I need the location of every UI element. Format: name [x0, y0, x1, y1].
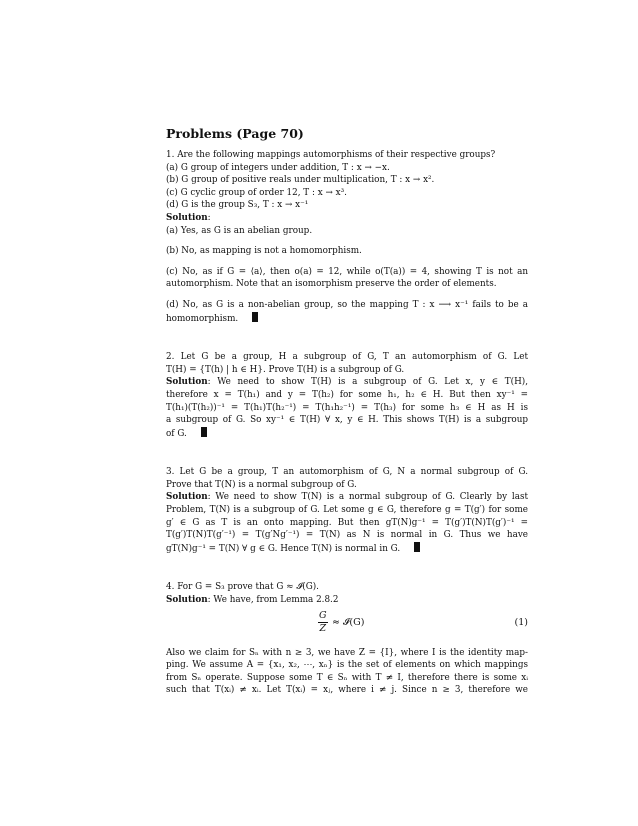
problem-1: 1. Are the following mappings automorphisms of their respective groups? (a) G group of integers under addition, T : x → −x. (b) G group of positive reals under multiplication, T : x → x². (c) G cyclic group of order 12, T : x → x³. (d) G is the group S₃, T : x → x⁻¹ Solution: (a) Yes, as G is an abelian group. (b) No, as mapping is not a homomorphism. (c) No, as if G = ⟨a⟩, then o(a) = 12, while o(T(a)) = 4, showing T is not an automorphism. Note that an isomorphism preserve the order of elements. (d) No, as G is a non-abelian group, so the mapping T : x ⟶ x⁻¹ fails to be a homomorphism. — [166, 150, 528, 324]
problem-2-line: T(H) = {T(h) | h ∈ H}. Prove T(H) is a subgroup of G. — [166, 364, 405, 375]
problem-4 — [166, 581, 528, 697]
qed-icon — [414, 542, 420, 552]
qed-icon — [252, 312, 258, 322]
solution-intro: : We have, from Lemma 2.8.2 — [207, 595, 339, 606]
problem-1-line: (c) G cyclic group of order 12, T : x → x³. — [166, 187, 347, 198]
fraction-denominator: Z — [319, 622, 327, 634]
solution-c-line: automorphism. Note that an isomorphism preserve the order of elements. — [166, 279, 497, 290]
equation-number: (1) — [514, 616, 528, 628]
solution-d-line: (d) No, as G is a non-abelian group, so the mapping T : x ⟶ x⁻¹ fails to be a — [166, 299, 528, 310]
solution-label: Solution — [166, 377, 208, 388]
body-line: such that T(xᵢ) ≠ xᵢ. Let T(xᵢ) = xⱼ, where i ≠ j. Since n ≥ 3, therefore we — [166, 685, 528, 696]
fraction-numerator: G — [319, 609, 327, 621]
solution-line: gT(N)g⁻¹ = T(N) ∀ g ∈ G. Hence T(N) is normal in G. — [166, 543, 401, 554]
body-line: from Sₙ operate. Suppose some T ∈ Sₙ with T ≠ I, therefore there is some xᵢ — [166, 672, 528, 683]
body-line: Also we claim for Sₙ with n ≥ 3, we have Z = {I}, where I is the identity map- — [166, 647, 528, 658]
problem-4-statement: 4. For G = S₃ prove that G ≈ 𝓘(G). — [166, 582, 319, 593]
equation-fraction — [318, 610, 328, 635]
problem-2-line: 2. Let G be a group, H a subgroup of G, T an automorphism of G. Let — [166, 352, 528, 363]
solution-label: Solution — [166, 595, 208, 606]
solution-line: therefore x = T(h₁) and y = T(h₂) for some h₁, h₂ ∈ H. But then xy⁻¹ = — [166, 389, 528, 400]
equation-1 — [166, 607, 528, 647]
solution-line: Problem, T(N) is a subgroup of G. Let some g ∈ G, therefore g = T(g′) for some — [166, 505, 528, 516]
solution-c-line: (c) No, as if G = ⟨a⟩, then o(a) = 12, while o(T(a)) = 4, showing T is not an — [166, 266, 528, 277]
page-title: Problems (Page 70) — [166, 126, 304, 141]
body-line: ping. We assume A = {x₁, x₂, ⋯, xₙ} is the set of elements on which mappings — [166, 660, 528, 671]
solution-line: g′ ∈ G as T is an onto mapping. But then gT(N)g⁻¹ = T(g′)T(N)T(g′)⁻¹ = — [166, 517, 528, 528]
problem-1-line: 1. Are the following mappings automorphisms of their respective groups? — [166, 150, 496, 160]
solution-a: (a) Yes, as G is an abelian group. — [166, 225, 313, 236]
solution-line: T(g′)T(N)T(g′⁻¹) = T(g′Ng′⁻¹) = T(N) as N is normal in G. Thus we have — [166, 530, 528, 541]
solution-line: T(h₁)(T(h₂))⁻¹ = T(h₁)T(h₂⁻¹) = T(h₁h₂⁻¹) = T(h₃) for some h₃ ∈ H as H is — [166, 402, 528, 413]
problem-2 — [166, 351, 528, 440]
solution-label: Solution — [166, 212, 208, 223]
solution-line: : We need to show T(N) is a normal subgroup of G. Clearly by last — [207, 492, 528, 503]
solution-line: : We need to show T(H) is a subgroup of G. Let x, y ∈ T(H), — [207, 377, 528, 388]
problem-1-line: (b) G group of positive reals under multiplication, T : x → x². — [166, 175, 435, 186]
solution-line: of G. — [166, 428, 187, 439]
solution-b: (b) No, as mapping is not a homomorphism. — [166, 246, 362, 257]
problem-1-line: (d) G is the group S₃, T : x → x⁻¹ — [166, 200, 309, 211]
problem-3-line: Prove that T(N) is a normal subgroup of G. — [166, 479, 357, 490]
problem-1-line: (a) G group of integers under addition, T : x → −x. — [166, 162, 390, 173]
equation-rhs: ≈ 𝓘(G) — [332, 616, 365, 628]
solution-label: Solution — [166, 492, 208, 503]
document-page — [166, 126, 528, 697]
problem-3-line: 3. Let G be a group, T an automorphism of G, N a normal subgroup of G. — [166, 467, 528, 478]
solution-line: a subgroup of G. So xy⁻¹ ∈ T(H) ∀ x, y ∈ H. This shows T(H) is a subgroup — [166, 415, 528, 426]
problem-3 — [166, 466, 528, 555]
solution-d-line: homomorphism. — [166, 313, 239, 324]
qed-icon — [201, 427, 207, 437]
